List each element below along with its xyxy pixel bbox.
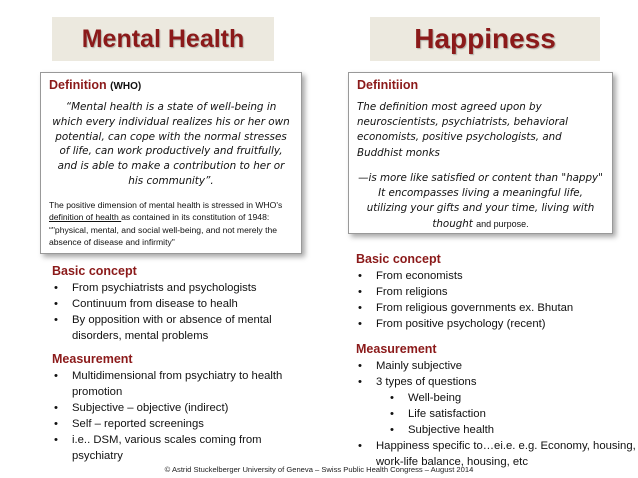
list-item: • Happiness specific to…ei.e. e.g. Economy, housing, work-life balance, housing, etc (356, 438, 636, 470)
list-item: • i.e.. DSM, various scales coming from psychiatry (52, 432, 312, 464)
sub-list-item: • Well-being (356, 390, 636, 406)
section-title: Basic concept (356, 252, 441, 266)
copyright-footer: © Astrid Stuckelberger University of Geneva – Swiss Public Health Congress – August 2014 (164, 465, 474, 474)
happiness-title: Happiness (414, 23, 556, 54)
list-item: • By opposition with or absence of mental disorders, mental problems (52, 312, 312, 344)
section-title: Basic concept (52, 264, 137, 278)
who-definition-quote: “Mental health is a state of well-being in which every individual realizes his or her own potential, can cope with the normal stresses of life, can work productively and fruitfully, and is able to make a contribution to her or his community”. (52, 101, 290, 187)
list-item: • Mainly subjective (356, 358, 636, 374)
who-definition-note (49, 199, 293, 249)
definition-heading (49, 78, 293, 92)
list-item: • From psychiatrists and psychologists (52, 280, 312, 296)
section-title: Measurement (52, 352, 133, 366)
list-item: • 3 types of questions (356, 374, 636, 390)
happiness-measurement (356, 342, 636, 470)
happiness-definition-card (348, 72, 613, 234)
happiness-header (370, 17, 600, 61)
list-item: • Multidimensional from psychiatry to health promotion (52, 368, 312, 400)
note-text-after: as contained in its constitution of 1948: “"physical, mental, and social well-being, and not merely the absence of disease and infirmity" (49, 212, 278, 247)
happiness-basic-concept (356, 252, 626, 332)
who-label: (WHO) (110, 81, 142, 92)
list-item: • Subjective – objective (indirect) (52, 400, 312, 416)
bullet-list (356, 268, 626, 332)
happiness-definition-quote (357, 171, 604, 232)
section-title: Measurement (356, 342, 437, 356)
list-item: • Self – reported screenings (52, 416, 312, 432)
quote-italic-text: —is more like satisfied or content than "happy" It encompasses living a meaningful life, utilizing your gifts and your time, living with thought (358, 171, 603, 230)
sub-list-item: • Subjective health (356, 422, 636, 438)
list-item: • From economists (356, 268, 626, 284)
list-item: • Continuum from disease to healh (52, 296, 312, 312)
sub-list-item: • Life satisfaction (356, 406, 636, 422)
mental-health-title: Mental Health (81, 24, 245, 53)
bullet-list (356, 358, 636, 470)
happiness-definition-text: The definition most agreed upon by neuroscientists, psychiatrists, behavioral economists, positive psychologists, and Buddhist monks (357, 101, 569, 159)
list-item: • From religious governments ex. Bhutan (356, 300, 626, 316)
note-text-before: The positive dimension of mental health is stressed in WHO's (49, 199, 283, 210)
definition-heading: Definitiion (357, 78, 419, 92)
bullet-list (52, 280, 312, 344)
mental-health-measurement (52, 352, 312, 464)
bullet-list (52, 368, 312, 464)
quote-plain-text: and purpose. (476, 218, 529, 229)
definition-label: Definition (49, 78, 107, 92)
list-item: • From positive psychology (recent) (356, 316, 626, 332)
mental-health-header (52, 17, 274, 61)
list-item: • From religions (356, 284, 626, 300)
mental-health-basic-concept (52, 264, 312, 344)
definition-of-health-link[interactable]: definition of health (49, 212, 122, 223)
mental-health-definition-card (40, 72, 302, 254)
